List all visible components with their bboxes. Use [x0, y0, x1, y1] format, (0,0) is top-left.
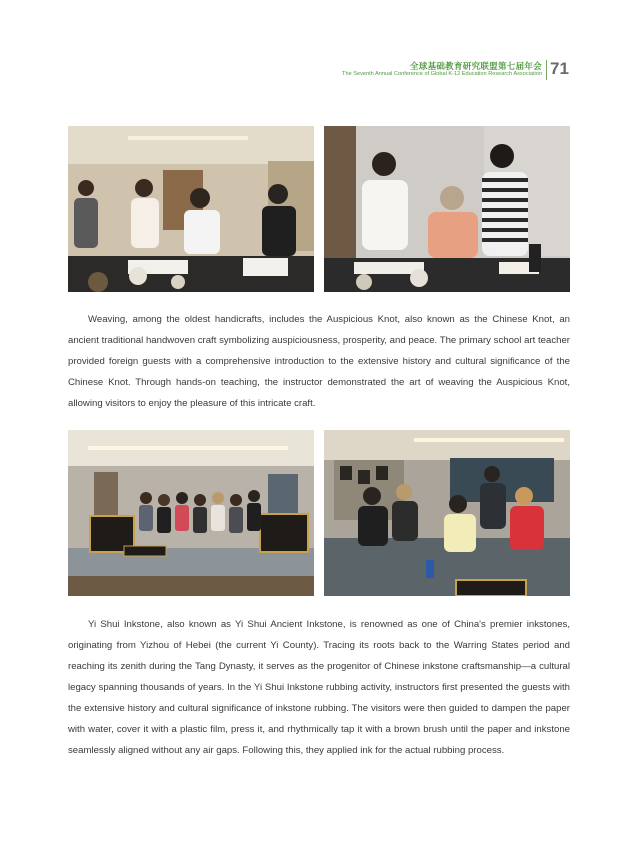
chinese-knot-paragraph: Weaving, among the oldest handicrafts, includes the Auspicious Knot, also known as the Chinese Knot, an ancient traditional handwoven craft symbolizing auspiciousness, prosperity, and peace. The primary school art teacher provided foreign guests with a comprehensive introduction to the extensive history and cultural significance of the Chinese Knot. Through hands-on teaching, the instructor demonstrated the art of weaving the Auspicious Knot, allowing visitors to enjoy the pleasure of this intricate craft. — [68, 314, 570, 409]
inkstone-rubbing-table-illustration — [324, 430, 570, 596]
inkstone-rubbing-paragraph: Yi Shui Inkstone, also known as Yi Shui Ancient Inkstone, is renowned as one of China's premier inkstones, originating from Yizhou of Hebei (the current Yi County). Tracing its roots back to the Warring States period and reaching its zenith during the Tang Dynasty, it serves as the progenitor of Chinese inkstone craftsmanship—a cultural legacy spanning thousands of years. In the Yi Shui Inkstone rubbing activity, instructors first presented the guests with the extensive history and cultural significance of inkstone rubbing. The visitors were then guided to dampen the paper with water, cover it with a plastic film, press it, and rhythmically tap it with a brown brush until the paper and inkstone seamlessly aligned without any air gaps. Following this, they applied ink for the actual rubbing process. — [68, 619, 570, 756]
calligraphy-class-photo — [68, 126, 314, 292]
calligraphy-instruction-photo — [324, 126, 570, 292]
group-knot-display-photo — [68, 430, 314, 596]
header-divider — [546, 60, 547, 80]
calligraphy-class-illustration — [68, 126, 314, 292]
group-knot-display-illustration — [68, 430, 314, 596]
calligraphy-instruction-illustration — [324, 126, 570, 292]
page-number: 71 — [550, 59, 569, 78]
conference-title-english: The Seventh Annual Conference of Global K-12 Education Research Association — [342, 71, 542, 77]
inkstone-rubbing-table-photo — [324, 430, 570, 596]
conference-title-chinese: 全球基础教育研究联盟第七届年会 — [409, 61, 542, 71]
